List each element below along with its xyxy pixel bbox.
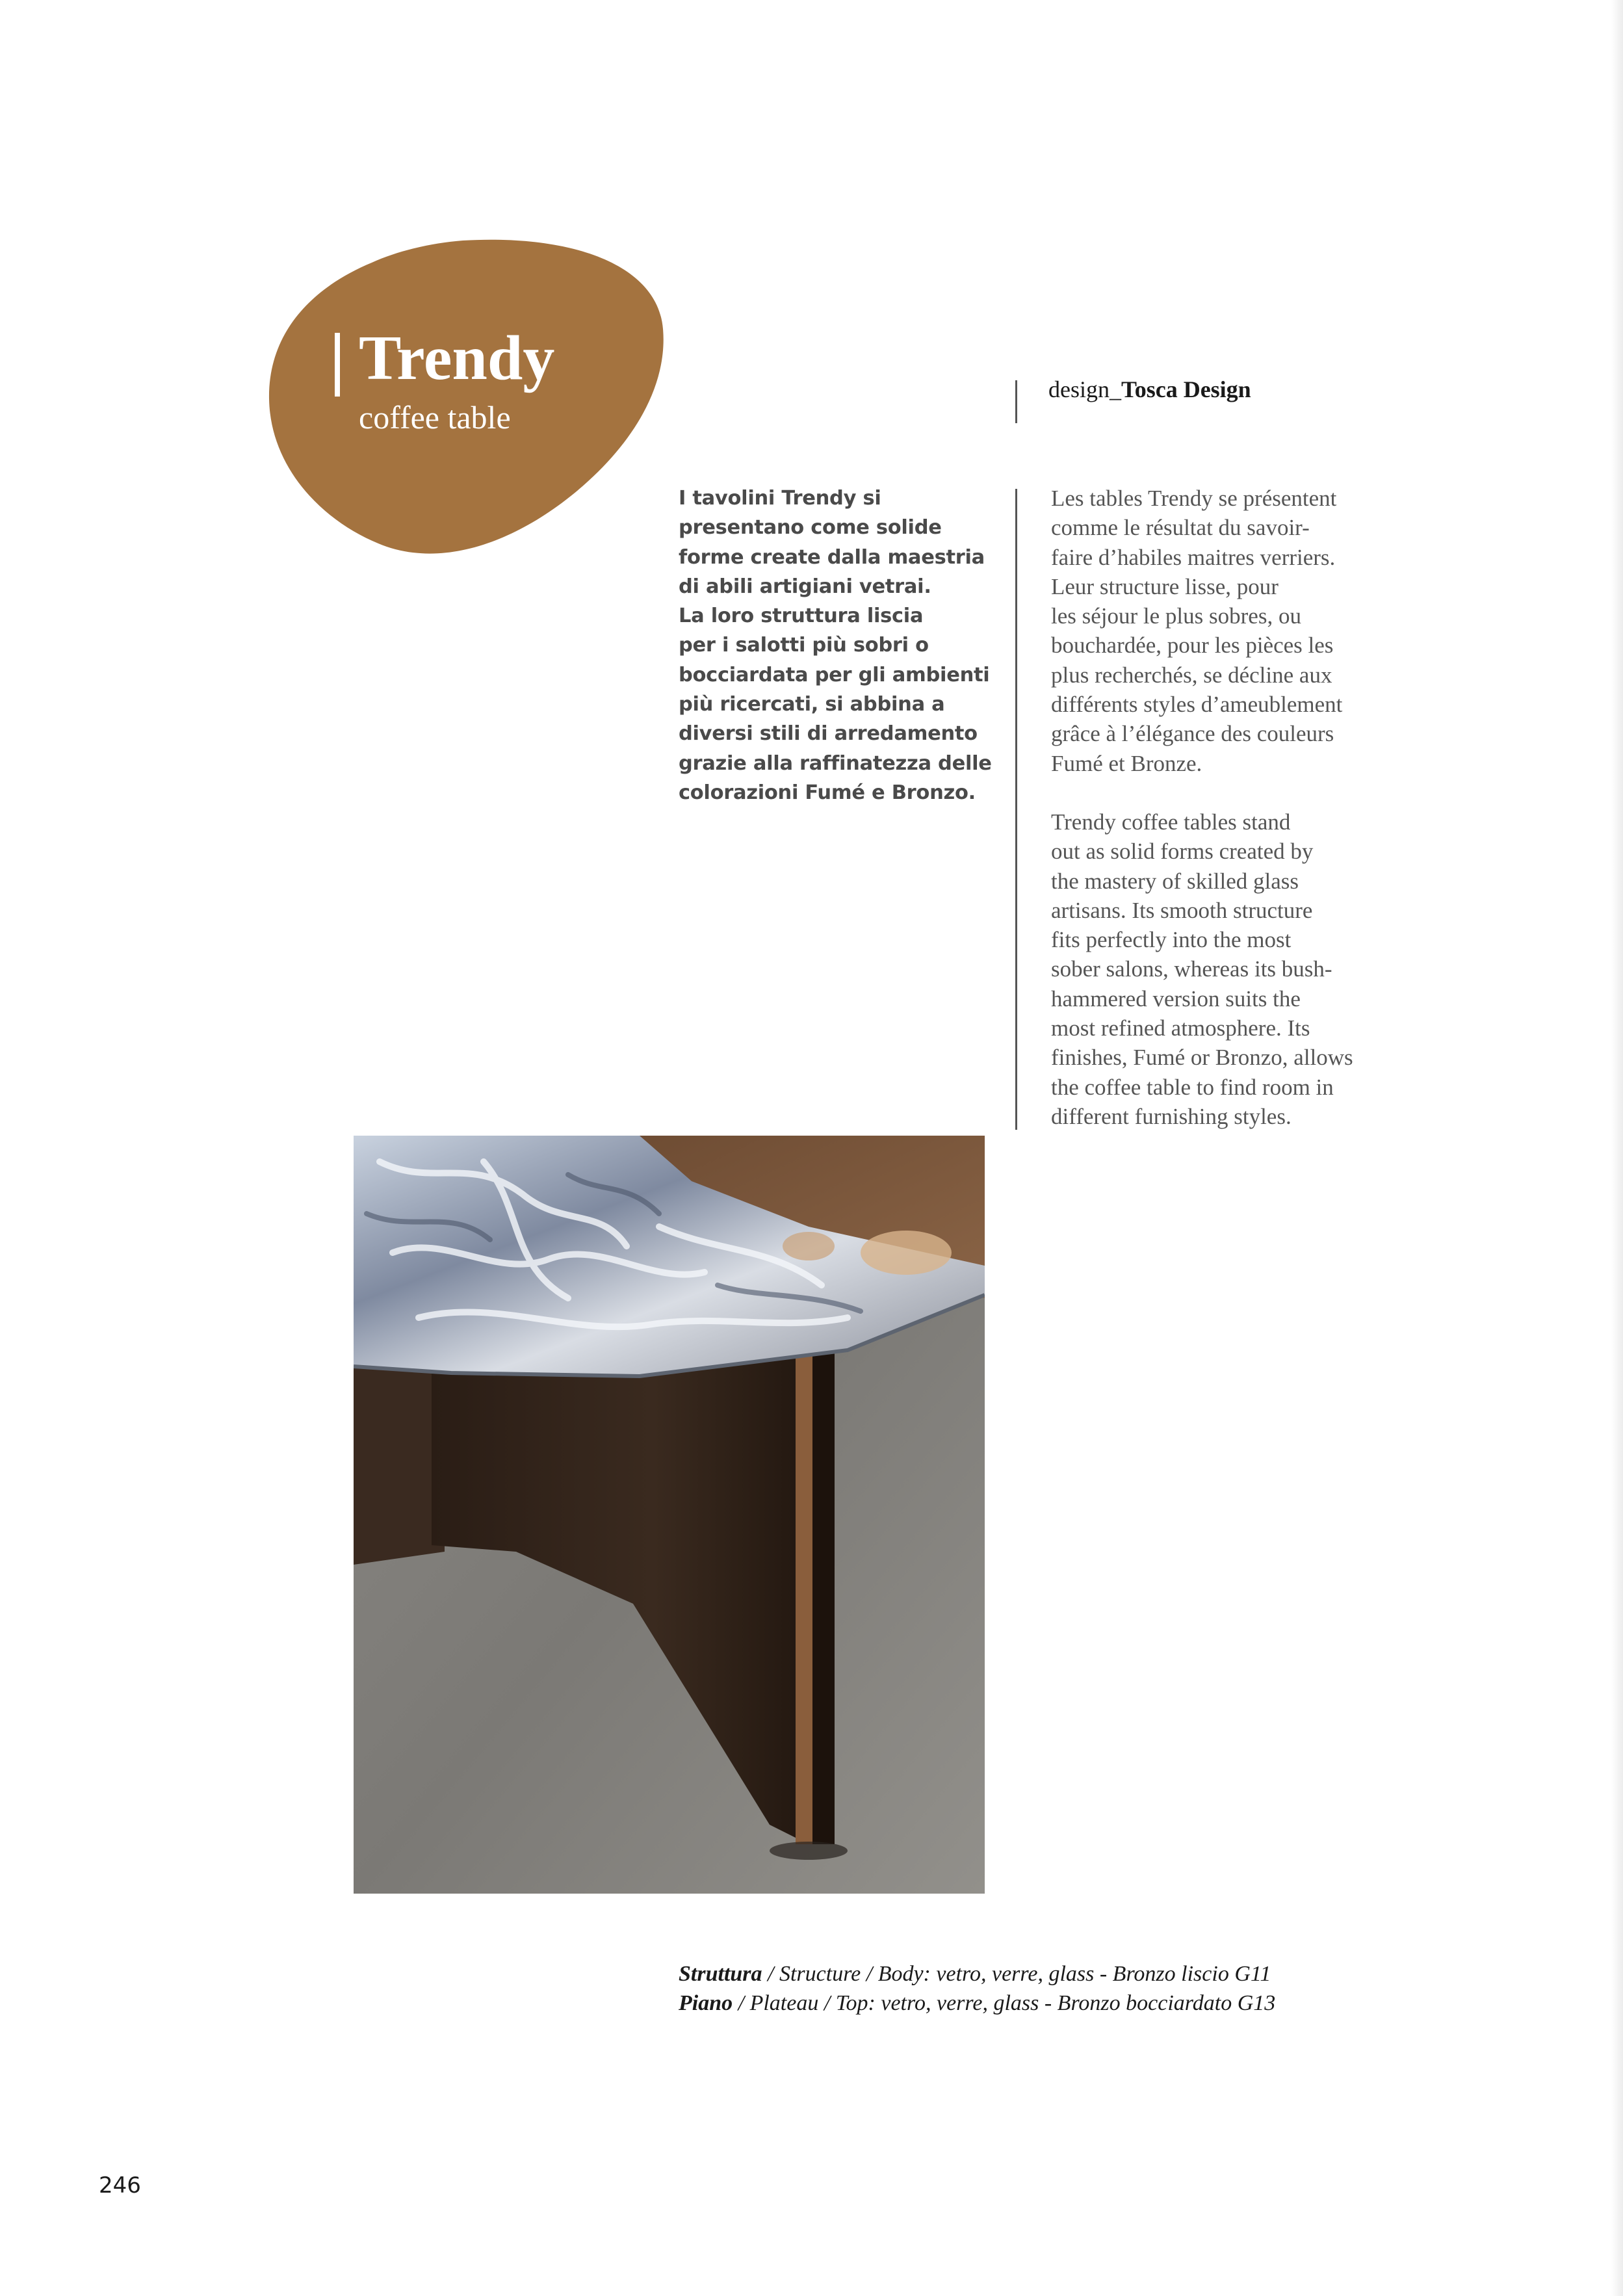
english-line: fits perfectly into the most [1051,927,1292,953]
spec-top [679,1989,1275,2018]
french-line: grâce à l’élégance des couleurs [1051,721,1334,747]
italian-line: grazie alla raffinatezza delle [679,751,992,775]
english-line: the coffee table to find room in [1051,1074,1334,1100]
photo-glass-reflection [861,1231,952,1275]
spec-top-label: Piano [679,1991,733,2015]
english-line: hammered version suits the [1051,985,1301,1011]
spec-body-detail: / Structure / Body: vetro, verre, glass - Bronzo liscio G11 [762,1962,1271,1986]
italian-line: I tavolini Trendy si [679,487,881,510]
french-line: faire d’habiles maitres verriers. [1051,544,1336,570]
page-edge-shade [1611,0,1623,2296]
product-subtitle: coffee table [359,399,511,436]
english-line: Trendy coffee tables stand [1051,809,1291,835]
italian-line: per i salotti più sobri o [679,634,929,657]
italian-line: La loro struttura liscia [679,605,924,628]
designer-prefix: design_ [1048,376,1121,402]
french-line: plus recherchés, se décline aux [1051,662,1332,688]
designer-name: Tosca Design [1121,376,1251,402]
design-divider [1015,380,1017,423]
photo-glass-reflection [783,1232,835,1260]
french-line: Fumé et Bronze. [1051,750,1202,776]
italian-description [679,484,997,807]
english-line: sober salons, whereas its bush- [1051,956,1332,982]
photo-leg-shade [812,1350,835,1844]
photo-leg-highlight [796,1350,812,1844]
spec-body [679,1959,1275,1989]
italian-line: diversi stili di arredamento [679,722,978,746]
english-line: most refined atmosphere. Its [1051,1015,1310,1041]
french-line: Leur structure lisse, pour [1051,573,1279,599]
spec-body-label: Struttura [679,1962,762,1986]
italian-line: forme create dalla maestria [679,545,985,569]
italian-line: più ricercati, si abbina a [679,693,945,716]
english-description [1051,807,1389,1131]
italian-line: colorazioni Fumé e Bronzo. [679,781,976,804]
title-accent-bar [335,333,340,397]
italian-line: bocciardata per gli ambienti [679,663,990,686]
french-line: comme le résultat du savoir- [1051,515,1310,541]
french-description [1051,484,1389,778]
french-line: les séjour le plus sobres, ou [1051,603,1301,629]
page-number: 246 [99,2172,141,2198]
english-line: the mastery of skilled glass [1051,868,1299,894]
italian-line: presentano come solide [679,516,942,540]
spec-top-detail: / Plateau / Top: vetro, verre, glass - Bronzo bocciardato G13 [733,1991,1276,2015]
english-line: finishes, Fumé or Bronzo, allows [1051,1045,1353,1071]
photo-foot-shadow [770,1842,848,1860]
english-line: out as solid forms created by [1051,839,1314,865]
italian-line: di abili artigiani vetrai. [679,575,931,598]
english-line: different furnishing styles. [1051,1103,1292,1129]
product-title: Trendy [359,323,555,393]
french-line: bouchardée, pour les pièces les [1051,633,1334,659]
french-line: Les tables Trendy se présentent [1051,486,1337,511]
designer-credit [1048,374,1251,404]
english-line: artisans. Its smooth structure [1051,897,1313,923]
description-divider [1015,489,1017,1130]
title-blob-shape [269,240,664,554]
product-photo [354,1136,985,1894]
specifications [679,1959,1275,2018]
french-line: différents styles d’ameublement [1051,692,1343,718]
